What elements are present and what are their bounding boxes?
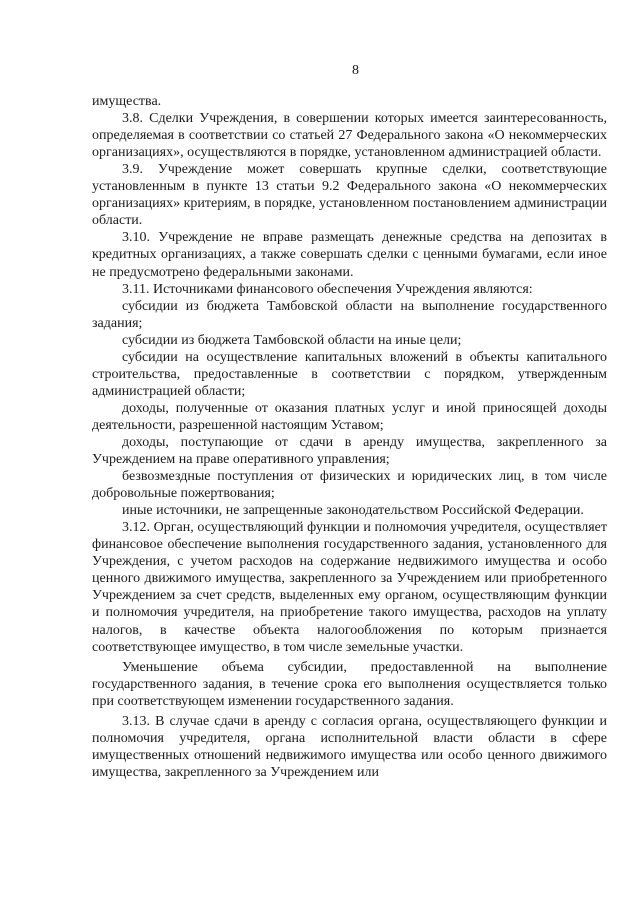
- paragraph-3-13: 3.13. В случае сдачи в аренду с согласия органа, осуществляющего функции и полномочия учредителя, органа исполнительной власти области в сфере имущественных отношений недвижимого имущества или особо ценного движимого имущества, закрепленного за Учреждением или: [92, 713, 607, 780]
- page-number: [92, 62, 607, 79]
- paragraph-3-12: 3.12. Орган, осуществляющий функции и полномочия учредителя, осуществляет финансовое обеспечение выполнения государственного задания, установленного для Учреждения, с учетом расходов на содержание недвижимого имущества и особо ценного движимого имущества, закрепленного за Учреждением или приобретенного Учреждением за счет средств, выделенных ему органом, осуществляющим функции и полномочия учредителя, на приобретение такого имущества, расходов на уплату налогов, в качестве объекта налогообложения по которым признается соответствующее имущество, в том числе земельные участки.: [92, 520, 607, 655]
- list-item-subsidy-capital: субсидии на осуществление капитальных вложений в объекты капитального строительства, предоставленные в соответствии с порядком, утвержденным администрацией области;: [92, 349, 607, 399]
- list-item-donations: безвозмездные поступления от физических и юридических лиц, в том числе добровольные пожертвования;: [92, 469, 607, 502]
- paragraph-subsidy-reduction: Уменьшение объема субсидии, предоставленной на выполнение государственного задания, в течение срока его выполнения осуществляется только при соответствующем изменении государственного задания.: [92, 659, 607, 709]
- paragraph-continuation: имущества.: [92, 94, 162, 110]
- paragraph-3-11: 3.11. Источниками финансового обеспечения Учреждения являются:: [122, 281, 533, 297]
- paragraph-3-8: 3.8. Сделки Учреждения, в совершении которых имеется заинтересованность, определяемая в соответствии со статьей 27 Федерального закона «О некоммерческих организациях», осуществляются в порядке, установленном администрацией области.: [92, 111, 607, 161]
- document-page: [92, 62, 607, 781]
- paragraph-3-9: 3.9. Учреждение может совершать крупные сделки, соответствующие установленным в пункте 13 статьи 9.2 Федерального закона «О некоммерческих организациях» критериям, в порядке, установленном постановлением администрации области.: [92, 162, 607, 229]
- list-item-paid-services: доходы, полученные от оказания платных услуг и иной приносящей доходы деятельности, разрешенной настоящим Уставом;: [92, 400, 607, 433]
- page-number-text: 8: [352, 63, 359, 78]
- paragraph-3-10: 3.10. Учреждение не вправе размещать денежные средства на депозитах в кредитных организациях, а также совершать сделки с ценными бумагами, если иное не предусмотрено федеральными законами.: [92, 230, 607, 280]
- list-item-subsidy-state-task: субсидии из бюджета Тамбовской области на выполнение государственного задания;: [92, 298, 607, 331]
- list-item-rent-income: доходы, поступающие от сдачи в аренду имущества, закрепленного за Учреждением на праве оперативного управления;: [92, 434, 607, 468]
- list-item-subsidy-other: субсидии из бюджета Тамбовской области на иные цели;: [122, 332, 462, 348]
- list-item-other-sources: иные источники, не запрещенные законодательством Российской Федерации.: [122, 503, 584, 519]
